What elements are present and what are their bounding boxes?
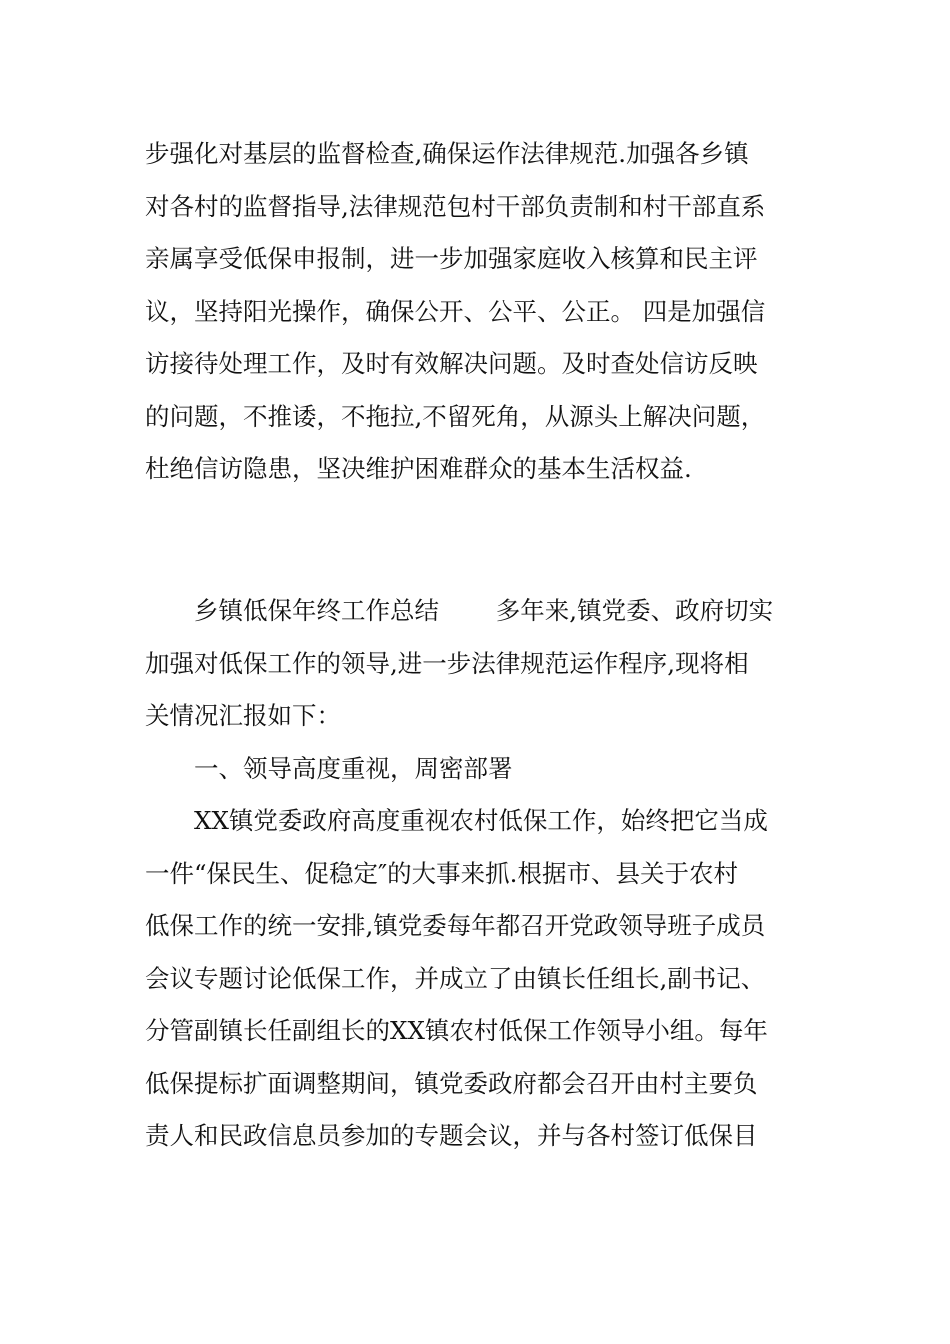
text-line: 步强化对基层的监督检查,确保运作法律规范.加强各乡镇 (145, 139, 749, 168)
text-line: 责人和民政信息员参加的专题会议，并与各村签订低保目 (145, 1121, 758, 1150)
paragraph-block-supervision (145, 128, 810, 496)
text-line: 杜绝信访隐患，坚决维护困难群众的基本生活权益. (145, 454, 692, 483)
paragraph-block-annual-summary (145, 585, 810, 1163)
text-line: 一件“保民生、促稳定″的大事来抓.根据市、县关于农村 (145, 858, 738, 888)
text-line: 议，坚持阳光操作，确保公开、公平、公正。 四是加强信 (145, 296, 766, 326)
text-line: 加强对低保工作的领导,进一步法律规范运作程序,现将相 (145, 648, 749, 678)
text-line: 访接待处理工作，及时有效解决问题。及时查处信访反映 (145, 349, 758, 378)
text-line: XX镇党委政府高度重视农村低保工作，始终把它当成 (145, 806, 768, 835)
text-line: 低保提标扩面调整期间，镇党委政府都会召开由村主要负 (145, 1068, 758, 1098)
text-line: 的问题，不推诿，不拖拉,不留死角，从源头上解决问题， (145, 401, 766, 431)
text-line: 低保工作的统一安排,镇党委每年都召开党政领导班子成员 (145, 911, 766, 940)
text-line: 会议专题讨论低保工作，并成立了由镇长任组长,副书记、 (145, 963, 766, 993)
text-line: 乡镇低保年终工作总结 多年来,镇党委、政府切实 (145, 596, 774, 625)
text-line: 分管副镇长任副组长的XX镇农村低保工作领导小组。每年 (145, 1016, 768, 1045)
section-heading: 一、领导高度重视，周密部署 (145, 753, 513, 783)
text-line: 对各村的监督指导,法律规范包村干部负责制和村干部直系 (145, 191, 766, 221)
text-line: 亲属享受低保申报制，进一步加强家庭收入核算和民主评 (145, 244, 758, 273)
text-line: 关情况汇报如下： (145, 701, 341, 730)
